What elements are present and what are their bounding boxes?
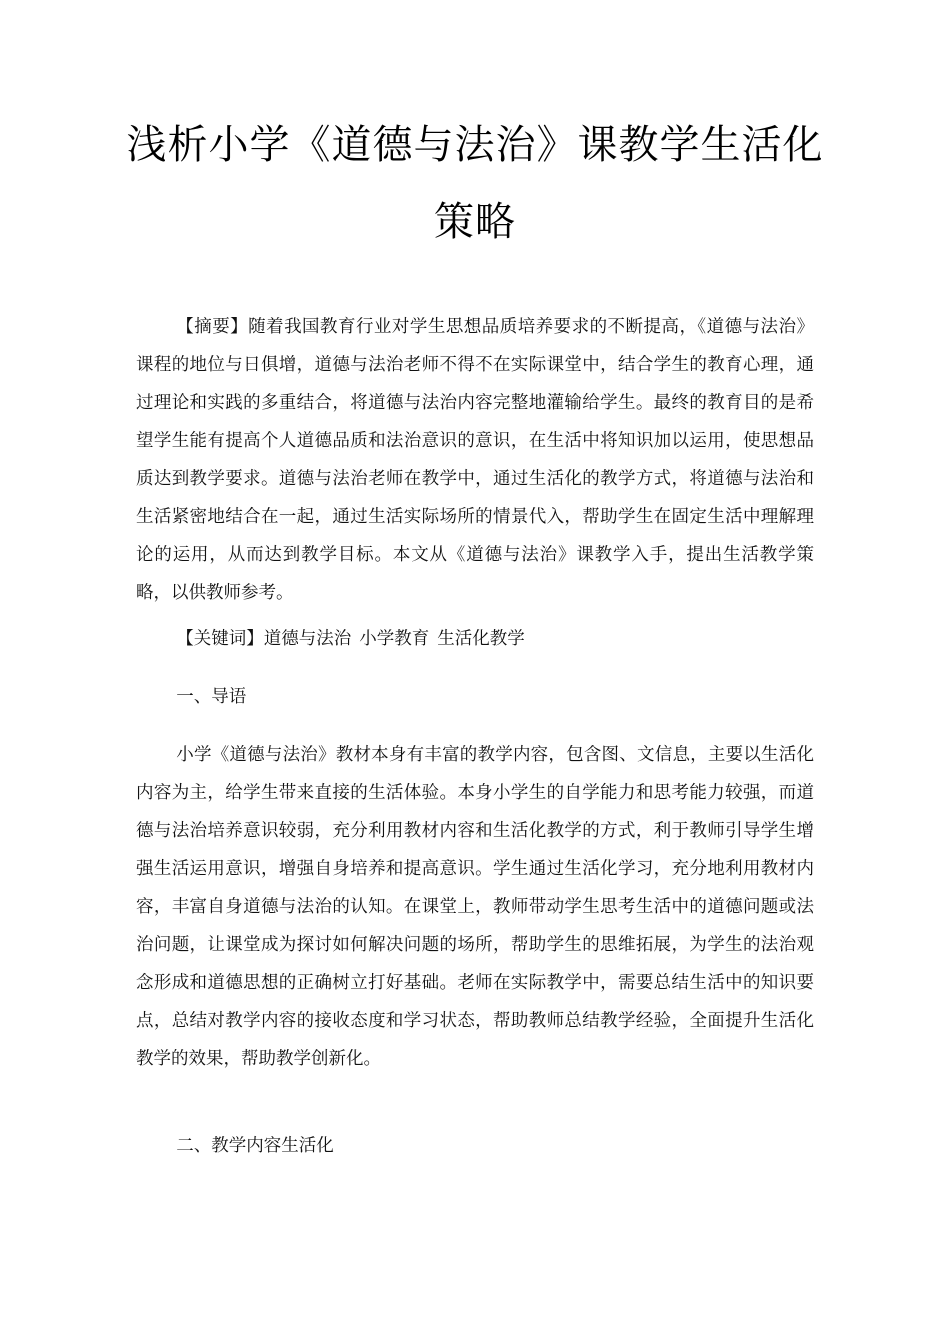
introduction-paragraph: 小学《道德与法治》教材本身有丰富的教学内容，包含图、文信息，主要以生活化内容为主，给学生带来直接的生活体验。本身小学生的自学能力和思考能力较强，而道德与法治培养意识较弱，充分利用教材内容和生活化教学的方式，利于教师引导学生增强生活运用意识，增强自身培养和提高意识。学生通过生活化学习，充分地利用教材内容，丰富自身道德与法治的认知。在课堂上，教师带动学生思考生活中的道德问题或法治问题，让课堂成为探讨如何解决问题的场所，帮助学生的思维拓展，为学生的法治观念形成和道德思想的正确树立打好基础。老师在实际教学中，需要总结生活中的知识要点，总结对教学内容的接收态度和学习状态，帮助教师总结教学经验，全面提升生活化教学的效果，帮助教学创新化。 <box>136 745 814 1069</box>
keyword-item: 道德与法治 <box>263 629 352 649</box>
keyword-item: 生活化教学 <box>437 629 525 649</box>
section-heading-teaching-content: 二、教学内容生活化 <box>176 1136 334 1156</box>
document-title-line-1: 浅析小学《道德与法治》课教学生活化 <box>126 122 824 168</box>
abstract-paragraph: 【摘要】随着我国教育行业对学生思想品质培养要求的不断提高，《道德与法治》课程的地位与日俱增，道德与法治老师不得不在实际课堂中，结合学生的教育心理，通过理论和实践的多重结合，将道德与法治内容完整地灌输给学生。最终的教育目的是希望学生能有提高个人道德品质和法治意识的意识，在生活中将知识加以运用，使思想品质达到教学要求。道德与法治老师在教学中，通过生活化的教学方式，将道德与法治和生活紧密地结合在一起，通过生活实际场所的情景代入，帮助学生在固定生活中理解理论的运用，从而达到教学目标。本文从《道德与法治》课教学入手，提出生活教学策略，以供教师参考。 <box>136 317 814 603</box>
keyword-item: 小学教育 <box>359 629 430 649</box>
keywords-line <box>136 620 814 658</box>
section-heading-introduction: 一、导语 <box>176 687 247 707</box>
document-title-line-2: 策略 <box>434 199 516 245</box>
keywords-label: 【关键词】 <box>176 629 264 649</box>
